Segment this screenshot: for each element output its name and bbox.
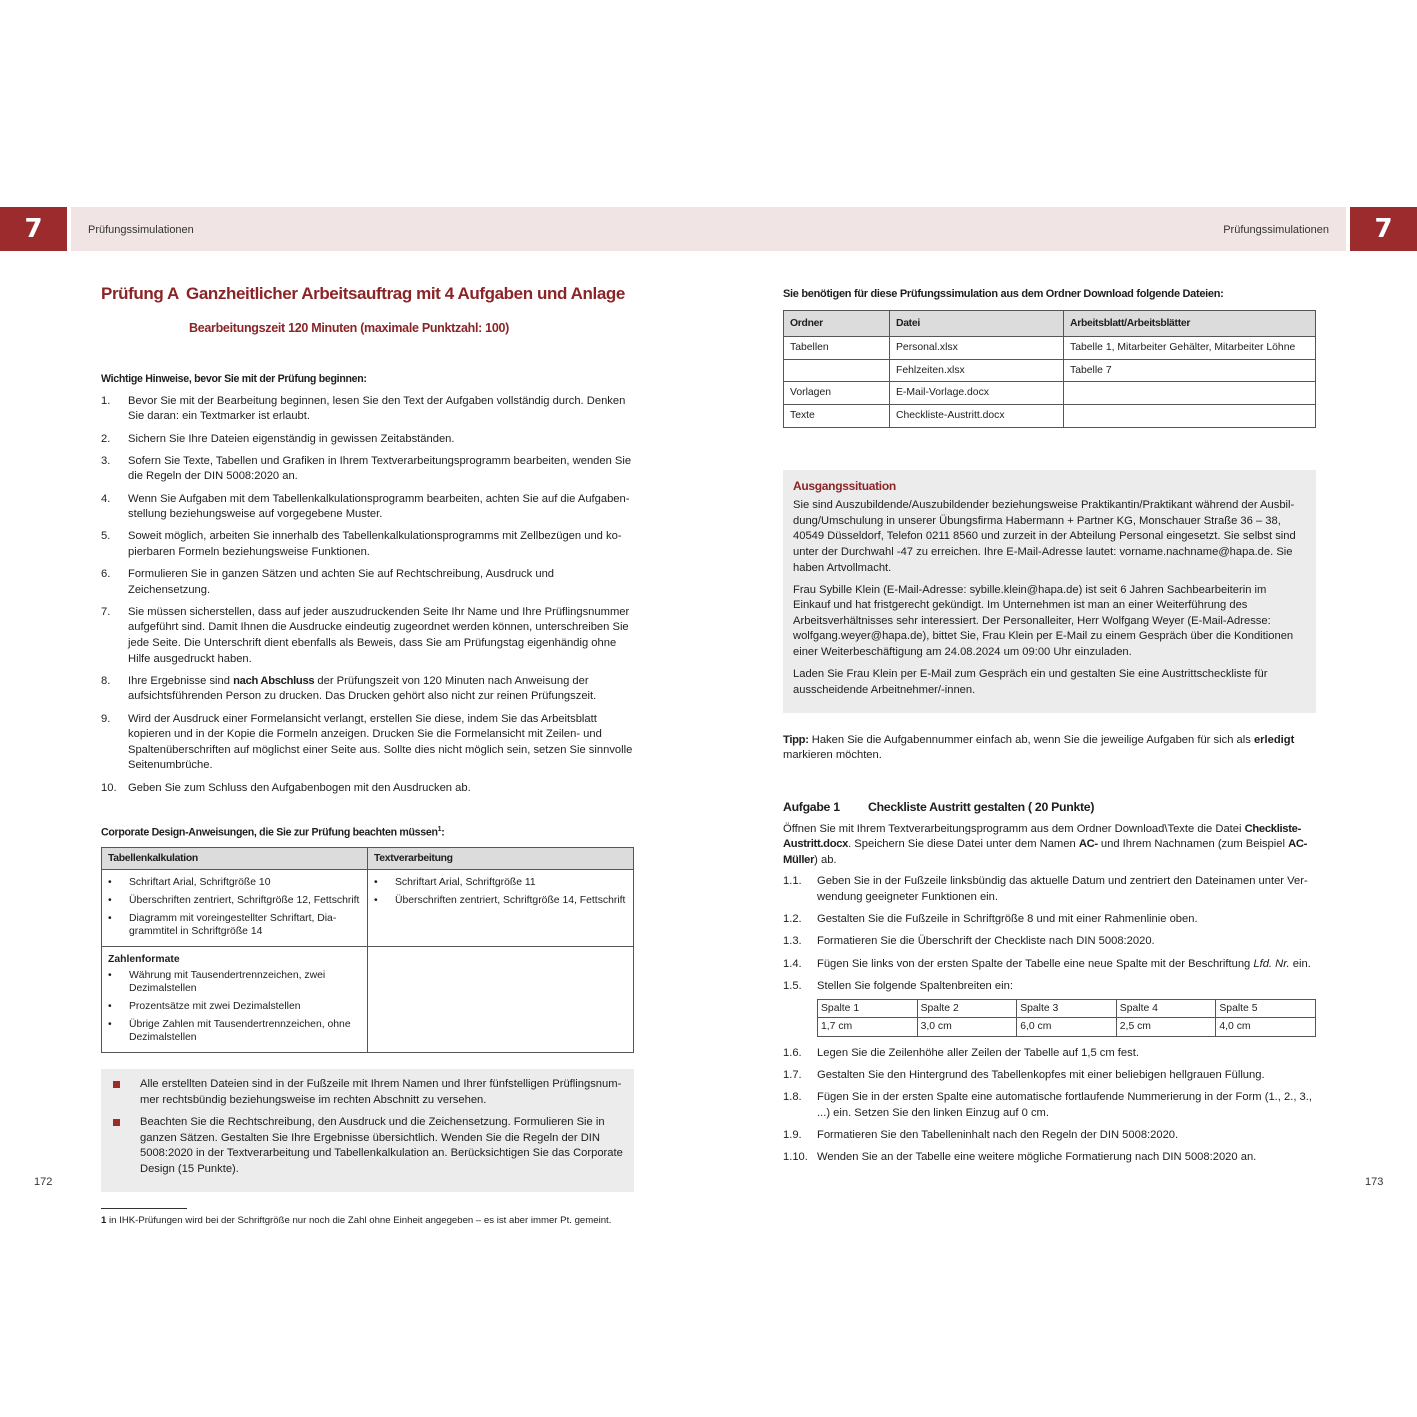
exam-title: [101, 286, 634, 302]
files-table: [783, 310, 1316, 428]
table-row: Spalte 1 Spalte 2 Spalte 3 Spalte 4 Spalte 5: [818, 999, 1316, 1018]
list-item: • Schriftart Arial, Schriftgröße 11: [374, 877, 536, 889]
files-col-header: Arbeitsblatt/Arbeitsblätter: [1064, 310, 1316, 337]
files-col-header: Datei: [890, 310, 1064, 337]
list-item: • Übrige Zahlen mit Tausendertrennzeichen, ohne Dezimalstellen: [108, 1019, 351, 1044]
cd-col-header: Textverarbeitung: [368, 848, 634, 870]
situation-paragraph: Frau Sybille Klein (E-Mail-Adresse: sybille.klein@hapa.de) ist seit 6 Jahren Sachbearbeiterin im Einkauf und hat fristgerecht gekündigt. Im Unternehmen ist man an einer Weiterführung des Arbeitsverhältnisses sehr interessiert. Der Personalleiter, Herr Wolfgang Weyer (E-Mail-Adresse: wolfgang.weyer@hapa.de), bittet Sie, Frau Klein per E-Mail zu einem Gespräch über die Konditionen einer Weiterbeschäftigung am 24.08.2024 um 09:00 Uhr einzuladen.: [793, 583, 1294, 658]
cd-table: [101, 847, 634, 1053]
list-item: 1.6. Legen Sie die Zeilenhöhe aller Zeilen der Tabelle auf 1,5 cm fest.: [783, 1047, 1139, 1060]
chapter-number-left: 7: [0, 207, 67, 251]
subtask-list: [783, 1046, 1316, 1166]
cd-cell: [102, 947, 368, 1053]
hints-list: [101, 394, 634, 796]
list-item: • Überschriften zentriert, Schriftgröße 12, Fettschrift: [108, 895, 360, 907]
page-number-left: 172: [34, 1176, 53, 1188]
list-item: 1.8. Fügen Sie in der ersten Spalte eine automatische fortlaufende Nummerierung in der Form (1., 2., 3., ...) ein. Setzen Sie den linken Einzug auf 0 cm.: [783, 1091, 1312, 1120]
list-item: 2. Sichern Sie Ihre Dateien eigenständig in gewissen Zeitabständen.: [101, 432, 455, 445]
list-item: 1.3. Formatieren Sie die Überschrift der Checkliste nach DIN 5008:2020.: [783, 935, 1155, 948]
chapter-number-right: 7: [1350, 207, 1417, 251]
footnote-divider: [101, 1208, 187, 1209]
situation-paragraph: Sie sind Auszubildende/Auszubildender beziehungsweise Praktikantin/Praktikant während der Ausbildung/Umschulung in unserer Übungsfirma Habermann + Partner KG, Monschauer Straße 36 – 38, 40549 Düsseldorf, Telefon 0211 8560 und zurzeit in der Abteilung Personal eingesetzt. Sie selbst sind unter der Durchwahl -47 zu erreichen. Ihre E-Mail-Adresse lautet: vorname.nachname@hapa.de. Sie haben Artvollmacht.: [793, 499, 1296, 574]
list-item: 7. Sie müssen sicherstellen, dass auf jeder auszudruckenden Seite Ihr Name und Ihre Prüflingsnummer aufgeführt sind. Damit Ihnen die Ausdrucke eindeutig zugeordnet werden können, unterschreiben Sie jede Seite. Die Unterschrift dient ebenfalls als Beweis, dass Sie am Prüfungstag eigenhändig ohne Hilfe ausgedruckt haben.: [101, 605, 630, 665]
files-col-header: Ordner: [784, 310, 890, 337]
exam-duration: Bearbeitungszeit 120 Minuten (maximale Punktzahl: 100): [189, 320, 510, 335]
cd-cell: [368, 947, 634, 1053]
page-number-right: 173: [1365, 1176, 1384, 1188]
list-item: 1.7. Gestalten Sie den Hintergrund des Tabellenkopfes mit einer beliebigen hellgrauen Füllung.: [783, 1069, 1265, 1082]
table-row: Texte Checkliste-Austritt.docx: [784, 404, 1316, 427]
list-item: • Währung mit Tausendertrennzeichen, zwei Dezimalstellen: [108, 970, 326, 995]
list-item: 1.1. Geben Sie in der Fußzeile linksbündig das aktuelle Datum und zentriert den Dateinamen unter Verwendung geeigneter Funktionen ein.: [783, 875, 1308, 903]
list-item: • Prozentsätze mit zwei Dezimalstellen: [108, 1001, 301, 1013]
running-title-left: Prüfungssimulationen: [88, 224, 194, 236]
table-row: 1,7 cm 3,0 cm 6,0 cm 2,5 cm 4,0 cm: [818, 1018, 1316, 1037]
situation-heading: Ausgangssituation: [793, 478, 896, 493]
list-item: 6. Formulieren Sie in ganzen Sätzen und achten Sie auf Rechtschreibung, Ausdruck und Zeichensetzung.: [101, 568, 555, 596]
cd-heading: Corporate Design-Anweisungen, die Sie zur Prüfung beachten müssen$^1$:: [101, 826, 445, 839]
cd-cell: [368, 870, 634, 947]
list-item: • Diagramm mit voreingestellter Schriftart, Diagrammtitel in Schriftgröße 14: [108, 913, 337, 938]
list-item: 1. Bevor Sie mit der Bearbeitung beginnen, lesen Sie den Text der Aufgaben vollständig durch. Denken Sie daran: ein Textmarker ist erlaubt.: [101, 394, 626, 423]
list-item: 4. Wenn Sie Aufgaben mit dem Tabellenkalkulationsprogramm bearbeiten, achten Sie auf die Aufgabenstellung beziehungsweise auf vorgegebene Muster.: [101, 492, 630, 521]
tip: Tipp: Haken Sie die Aufgabennummer einfach ab, wenn Sie die jeweilige Aufgaben für sich als erledigt markieren möchten.: [783, 733, 1295, 762]
exam-heading: Ganzheitlicher Arbeitsauftrag mit 4 Aufgaben und Anlage: [186, 284, 625, 303]
subtask-list: [783, 874, 1316, 994]
footnote: 1 in IHK-Prüfungen wird bei der Schriftgröße nur noch die Zahl ohne Einheit angegeben – es ist aber immer Pt. gemeint.: [101, 1214, 612, 1226]
cd-col-header: Tabellenkalkulation: [102, 848, 368, 870]
note-item: Beachten Sie die Rechtschreibung, den Ausdruck und die Zeichensetzung. Formulieren Sie in ganzen Sätzen. Gestalten Sie Ihre Ergebnisse übersichtlich. Wenden Sie die Regeln der DIN 5008:2020 in der Textverarbeitung und Tabellenkalkulation an. Berücksichtigen Sie das Corporate Design (15 Punkte).: [111, 1115, 624, 1177]
situation-paragraph: Laden Sie Frau Klein per E-Mail zum Gespräch ein und gestalten Sie eine Austrittscheckliste für ausscheidende Arbeitnehmer/-innen.: [793, 668, 1268, 696]
task-label: Aufgabe 1: [783, 799, 840, 814]
footnote-ref: 1: [437, 826, 442, 834]
number-formats-heading: Zahlenformate: [108, 954, 180, 966]
right-page-content: [783, 287, 1316, 1173]
table-row: Vorlagen E-Mail-Vorlage.docx: [784, 382, 1316, 405]
list-item: 1.10. Wenden Sie an der Tabelle eine weitere mögliche Formatierung nach DIN 5008:2020 an.: [783, 1151, 1257, 1164]
exam-label: Prüfung A: [101, 284, 179, 303]
list-item: 1.9. Formatieren Sie den Tabelleninhalt nach den Regeln der DIN 5008:2020.: [783, 1129, 1179, 1142]
list-item: 1.4. Fügen Sie links von der ersten Spalte der Tabelle eine neue Spalte mit der Beschriftung Lfd. Nr. ein.: [783, 957, 1311, 970]
list-item: • Überschriften zentriert, Schriftgröße 14, Fettschrift: [374, 895, 626, 907]
table-row: Fehlzeiten.xlsx Tabelle 7: [784, 359, 1316, 382]
note-item: Alle erstellten Dateien sind in der Fußzeile mit Ihrem Namen und Ihrer fünfstelligen Prüflingsnummer rechtsbündig beziehungsweise im rechten Abschnitt zu versehen.: [111, 1077, 624, 1108]
list-item: 8. Ihre Ergebnisse sind nach Abschluss der Prüfungszeit von 120 Minuten nach Anweisung der aufsichtsführenden Person zu drucken. Das Drucken gehört also nicht zur reinen Prüfungszeit.: [101, 674, 597, 703]
situation-box: [783, 470, 1316, 713]
list-item: 3. Sofern Sie Texte, Tabellen und Grafiken in Ihrem Textverarbeitungsprogramm bearbeiten, wenden Sie die Regeln der DIN 5008:2020 an.: [101, 454, 632, 483]
notes-box: [101, 1069, 634, 1192]
list-item: 1.5. Stellen Sie folgende Spaltenbreiten ein:: [783, 979, 1013, 992]
running-title-right: Prüfungssimulationen: [1223, 224, 1329, 236]
cd-cell: [102, 870, 368, 947]
left-page-content: [101, 283, 634, 1228]
list-item: 10. Geben Sie zum Schluss den Aufgabenbogen mit den Ausdrucken ab.: [101, 781, 471, 794]
files-heading: Sie benötigen für diese Prüfungssimulation aus dem Ordner Download folgende Dateien:: [783, 288, 1224, 300]
table-row: Tabellen Personal.xlsx Tabelle 1, Mitarbeiter Gehälter, Mitarbeiter Löhne: [784, 337, 1316, 360]
list-item: 9. Wird der Ausdruck einer Formelansicht verlangt, erstellen Sie diese, indem Sie das Arbeitsblatt kopieren und in der Kopie die Formeln anzeigen. Drucken Sie die Formelansicht mit Zeilen- und Spaltenüberschriften auf möglichst einer Seite aus. Sollte dies nicht möglich sein, setzen Sie sinnvolle Seitenumbrüche.: [101, 712, 633, 772]
task-intro: Öffnen Sie mit Ihrem Textverarbeitungsprogramm aus dem Ordner Download\Texte die Datei Checkliste-Austritt.docx. Speichern Sie diese Datei unter dem Namen AC- und Ihrem Nachnamen (zum Beispiel AC-Müller) ab.: [783, 822, 1308, 866]
column-widths-table: [817, 999, 1316, 1037]
square-bullet-icon: [113, 1119, 120, 1126]
list-item: 1.2. Gestalten Sie die Fußzeile in Schriftgröße 8 und mit einer Rahmenlinie oben.: [783, 913, 1198, 926]
task-title: Checkliste Austritt gestalten ( 20 Punkte): [868, 799, 1095, 814]
square-bullet-icon: [113, 1081, 120, 1088]
task-heading: [783, 800, 1316, 816]
hints-heading: Wichtige Hinweise, bevor Sie mit der Prüfung beginnen:: [101, 373, 367, 386]
list-item: • Schriftart Arial, Schriftgröße 10: [108, 877, 271, 889]
list-item: 5. Soweit möglich, arbeiten Sie innerhalb des Tabellenkalkulationsprogramms mit Zellbezügen und kopierbaren Formeln beziehungsweise Funktionen.: [101, 530, 622, 558]
